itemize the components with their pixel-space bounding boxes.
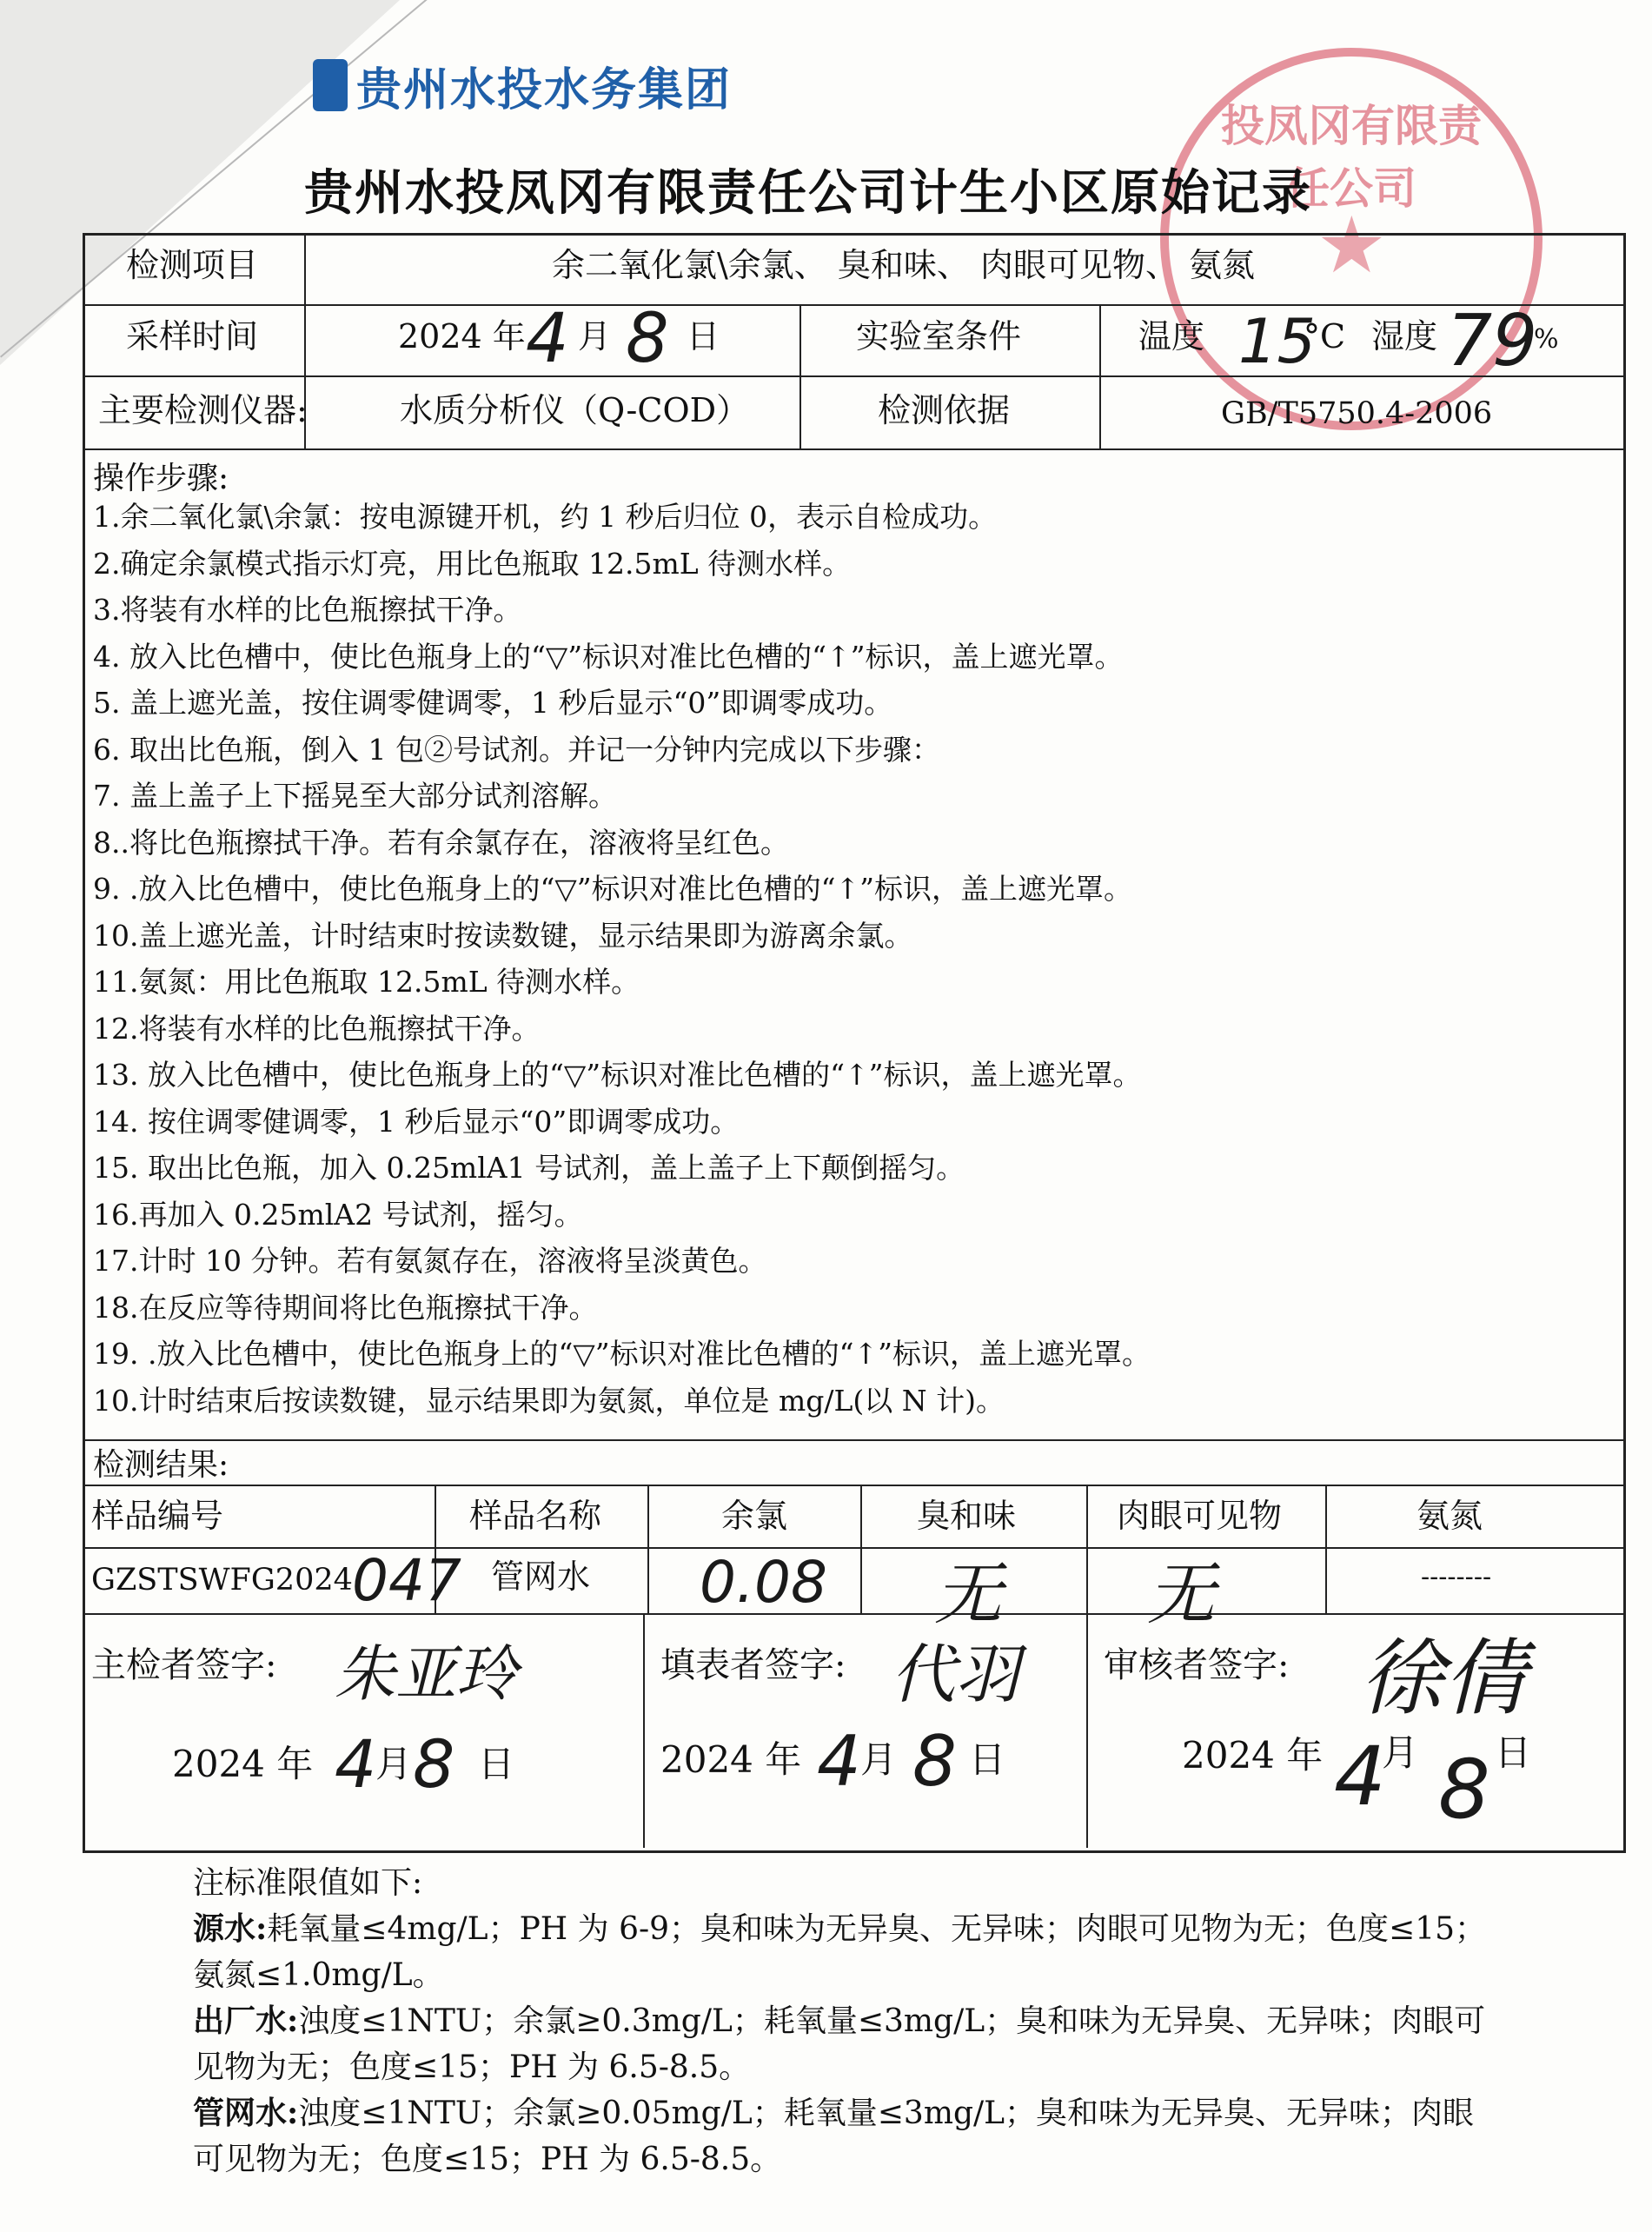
sampling-month-unit: 月 <box>578 317 612 355</box>
col-divider <box>1086 1613 1088 1848</box>
col-divider <box>1086 1485 1088 1613</box>
basis-value: GB/T5750.4-2006 <box>1221 396 1493 431</box>
plant-water-label: 出厂水: <box>193 2003 299 2039</box>
header-residual-chlorine: 余氯 <box>721 1497 788 1535</box>
col-divider <box>1325 1485 1327 1613</box>
step-item: 7. 盖上盖子上下摇晃至大部分试剂溶解。 <box>93 779 617 813</box>
step-item: 2.确定余氯模式指示灯亮，用比色瓶取 12.5mL 待测水样。 <box>93 546 852 581</box>
temperature-label: 温度 <box>1138 317 1205 355</box>
logo-mark-icon <box>313 59 348 111</box>
ammonia-value: -------- <box>1421 1562 1492 1592</box>
temperature-unit: °C <box>1304 317 1346 355</box>
source-water-line: 氨氮≤1.0mg/L。 <box>193 1957 444 1993</box>
date1-month: 4 <box>335 1725 377 1803</box>
date1-month-unit: 月 <box>375 1743 413 1785</box>
date3-day-unit: 日 <box>1495 1731 1532 1774</box>
row-divider <box>83 375 1623 377</box>
date2-month: 4 <box>817 1721 861 1802</box>
seal-text: 投凤冈有限责任公司 <box>1221 100 1482 214</box>
sampling-day: 8 <box>626 300 669 378</box>
header-sample-name: 样品名称 <box>469 1497 602 1535</box>
row-divider <box>83 304 1623 306</box>
seal-star-icon: ★ <box>1317 200 1387 291</box>
row-divider <box>83 1439 1623 1441</box>
date3-month-unit: 月 <box>1382 1731 1419 1774</box>
step-item: 1.余二氧化氯\余氯：按电源键开机，约 1 秒后归位 0，表示自检成功。 <box>93 500 998 534</box>
plant-water-line: 浊度≤1NTU；余氯≥0.3mg/L；耗氧量≤3mg/L；臭和味为无异臭、无异味；肉眼可 <box>298 2003 1486 2039</box>
network-water-line: 可见物为无；色度≤15；PH 为 6.5-8.5。 <box>193 2142 782 2177</box>
col-divider <box>860 1485 862 1613</box>
date3-year: 2024 年 <box>1182 1734 1324 1777</box>
sample-id-handwritten: 047 <box>352 1547 461 1614</box>
plant-water-line: 见物为无；色度≤15；PH 为 6.5-8.5。 <box>193 2049 751 2085</box>
step-item: 10.计时结束后按读数键，显示结果即为氨氮，单位是 mg/L(以 N 计)。 <box>93 1383 1005 1418</box>
sampling-day-unit: 日 <box>687 317 720 355</box>
row-divider <box>83 448 1623 450</box>
header-ammonia: 氨氮 <box>1416 1497 1483 1535</box>
basis-label: 检测依据 <box>878 391 1011 429</box>
row-divider <box>83 1485 1623 1486</box>
row-divider <box>83 1547 1623 1549</box>
sample-name: 管网水 <box>491 1558 591 1596</box>
step-item: 5. 盖上遮光盖，按住调零健调零，1 秒后显示“0”即调零成功。 <box>93 686 893 720</box>
step-item: 6. 取出比色瓶，倒入 1 包②号试剂。并记一分钟内完成以下步骤： <box>93 732 940 767</box>
header-sample-id: 样品编号 <box>91 1497 224 1535</box>
col-divider <box>799 304 801 448</box>
inspector-signature: 朱亚玲 <box>335 1638 517 1710</box>
item-label: 检测项目 <box>126 246 259 284</box>
standard-limits-notes <box>193 1860 1618 2182</box>
step-item: 16.再加入 0.25mlA2 号试剂，摇匀。 <box>93 1197 583 1232</box>
instrument-value: 水质分析仪（Q-COD） <box>400 391 750 429</box>
col-divider <box>1099 304 1101 448</box>
source-water-label: 源水: <box>193 1910 268 1947</box>
col-divider <box>643 1613 645 1848</box>
filler-signature: 代羽 <box>891 1637 1019 1712</box>
step-item: 19. .放入比色槽中，使比色瓶身上的“▽”标识对准比色槽的“↑”标识，盖上遮光罩。 <box>93 1337 1151 1371</box>
visible-matter-value: 无 <box>1147 1556 1216 1634</box>
sampling-label: 采样时间 <box>126 317 259 355</box>
date2-day: 8 <box>912 1721 957 1802</box>
sampling-year: 2024 年 <box>398 317 526 355</box>
filler-label: 填表者签字: <box>660 1645 846 1685</box>
odor-value: 无 <box>934 1556 1003 1634</box>
date2-month-unit: 月 <box>860 1738 898 1781</box>
humidity-value: 79 <box>1447 300 1538 382</box>
humidity-label: 湿度 <box>1371 317 1438 355</box>
date2-day-unit: 日 <box>969 1738 1006 1781</box>
step-item: 4. 放入比色槽中，使比色瓶身上的“▽”标识对准比色槽的“↑”标识，盖上遮光罩。 <box>93 639 1124 674</box>
step-item: 14. 按住调零健调零，1 秒后显示“0”即调零成功。 <box>93 1104 740 1139</box>
date1-day-unit: 日 <box>478 1743 515 1785</box>
humidity-unit: % <box>1534 324 1559 355</box>
step-item: 18.在反应等待期间将比色瓶擦拭干净。 <box>93 1290 598 1325</box>
operation-steps <box>93 454 1605 1424</box>
step-item: 11.氨氮：用比色瓶取 12.5mL 待测水样。 <box>93 965 640 999</box>
instrument-label: 主要检测仪器: <box>98 391 308 429</box>
item-value: 余二氧化氯\余氯、 臭和味、 肉眼可见物、 氨氮 <box>552 246 1256 284</box>
date1-day: 8 <box>413 1725 455 1803</box>
step-item: 15. 取出比色瓶，加入 0.25mlA1 号试剂，盖上盖子上下颠倒摇匀。 <box>93 1151 965 1185</box>
company-logo <box>313 50 732 120</box>
source-water-line: 耗氧量≤4mg/L；PH 为 6-9；臭和味为无异臭、无异味；肉眼可见物为无；色度≤15； <box>267 1911 1487 1947</box>
residual-chlorine-value: 0.08 <box>700 1549 827 1616</box>
header-visible-matter: 肉眼可见物 <box>1117 1497 1283 1535</box>
steps-label: 操作步骤: <box>93 461 229 496</box>
sample-id: GZSTSWFG2024 <box>91 1563 353 1598</box>
lab-conditions-label: 实验室条件 <box>856 317 1022 355</box>
date1-year: 2024 年 <box>172 1743 314 1785</box>
notes-heading: 注标准限值如下: <box>193 1865 423 1901</box>
reviewer-label: 审核者签字: <box>1104 1645 1290 1685</box>
header-odor: 臭和味 <box>917 1497 1017 1535</box>
reviewer-signature: 徐倩 <box>1360 1630 1527 1727</box>
step-item: 9. .放入比色槽中，使比色瓶身上的“▽”标识对准比色槽的“↑”标识，盖上遮光罩。 <box>93 872 1132 906</box>
step-item: 3.将装有水样的比色瓶擦拭干净。 <box>93 593 522 627</box>
date2-year: 2024 年 <box>660 1738 802 1781</box>
step-item: 10.盖上遮光盖，计时结束时按读数键，显示结果即为游离余氯。 <box>93 918 913 953</box>
step-item: 12.将装有水样的比色瓶擦拭干净。 <box>93 1011 541 1046</box>
date3-day: 8 <box>1438 1743 1490 1837</box>
results-label: 检测结果: <box>93 1447 229 1483</box>
col-divider <box>647 1485 649 1613</box>
temperature-value: 15 <box>1238 306 1317 377</box>
network-water-label: 管网水: <box>193 2095 299 2131</box>
step-item: 8..将比色瓶擦拭干净。若有余氯存在，溶液将呈红色。 <box>93 825 789 860</box>
logo-text: 贵州水投水务集团 <box>356 63 733 116</box>
step-item: 17.计时 10 分钟。若有氨氮存在，溶液将呈淡黄色。 <box>93 1244 767 1278</box>
network-water-line: 浊度≤1NTU；余氯≥0.05mg/L；耗氧量≤3mg/L；臭和味为无异臭、无异味；肉眼 <box>298 2096 1475 2131</box>
step-item: 13. 放入比色槽中，使比色瓶身上的“▽”标识对准比色槽的“↑”标识，盖上遮光罩。 <box>93 1058 1142 1092</box>
document-title: 贵州水投凤冈有限责任公司计生小区原始记录 <box>304 164 1312 222</box>
sampling-month: 4 <box>526 300 569 378</box>
inspector-label: 主检者签字: <box>91 1645 277 1685</box>
date3-month: 4 <box>1334 1730 1386 1824</box>
